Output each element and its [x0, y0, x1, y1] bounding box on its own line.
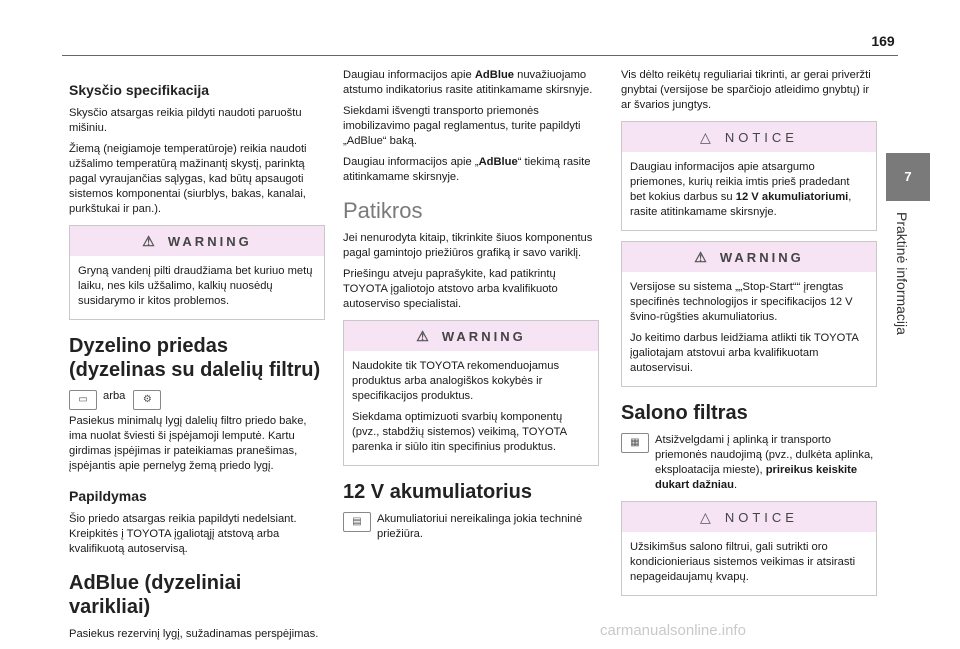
notice-icon: △ — [700, 508, 715, 525]
header-divider — [62, 55, 898, 56]
particle-filter-icon: ▭ — [69, 390, 97, 410]
section-heading: Salono filtras — [621, 402, 748, 424]
warning-header: ⚠ WARNING — [344, 321, 598, 351]
warning-box — [69, 225, 325, 320]
column-1 — [69, 68, 325, 648]
paragraph: Vis dėlto reikėtų reguliariai tikrinti, ar gerai priveržti gnybtai (versijose be sparčiojo atleidimo gnybtų) ir ar švarios jungtys. — [621, 69, 871, 111]
column-3 — [621, 68, 877, 606]
cabin-filter-icon: ▦ — [621, 433, 649, 453]
battery-icon: ▤ — [343, 512, 371, 532]
paragraph: Žiemą (neigiamoje temperatūroje) reikia naudoti užšalimo temperatūrą mažinantį skystį, parinktą pagal vyraujančias sąlygas, kad būtų apsaugoti sistemos komponentai (siurblys, bakas, kanalai, purkštukai ir pan.). — [69, 143, 307, 215]
paragraph: Siekdami išvengti transporto priemonės imobilizavimo pagal reglamentus, turite papildyti „AdBlue“ baką. — [343, 105, 581, 147]
section-heading: Skysčio specifikacija — [69, 82, 210, 98]
warning-header: ⚠ WARNING — [70, 226, 324, 256]
section-heading: AdBlue (dyzeliniai varikliai) — [69, 572, 242, 618]
warning-header: ⚠ WARNING — [622, 242, 876, 272]
section-heading: Dyzelino priedas (dyzelinas su dalelių filtru) — [69, 335, 321, 381]
tip-row — [621, 433, 877, 493]
notice-icon: △ — [700, 128, 715, 145]
chapter-tab[interactable]: 7 — [886, 153, 930, 201]
notice-text: Daugiau informacijos apie atsargumo priemones, kurių reikia imtis prieš pradedant bet kokius darbus su 12 V akumuliatoriumi, rasite atitinkamame skirsnyje. — [630, 161, 852, 218]
paragraph: Šio priedo atsargas reikia papildyti nedelsiant. Kreipkitės į TOYOTA įgaliotąjį atstovą arba kvalifikuotą autoservisą. — [69, 513, 297, 555]
paragraph: Priešingu atveju paprašykite, kad patikrintų TOYOTA įgaliotojo atstovo arba kvalifikuoto autoserviso specialistai. — [343, 268, 558, 310]
tip-row — [343, 512, 599, 542]
notice-text: Užsikimšus salono filtrui, gali sutrikti oro kondicionieriaus sistemos veikimas ir atsirasti nepageidaujamų kvapų. — [630, 541, 856, 583]
warning-text: Jo keitimo darbus leidžiama atlikti tik TOYOTA įgaliotajam atstovui arba kvalifikuotam autoservisui. — [630, 332, 859, 374]
paragraph: Akumuliatoriui nereikalinga jokia techninė priežiūra. — [377, 513, 583, 540]
column-2 — [343, 68, 599, 546]
warning-icon: ⚠ — [694, 248, 710, 265]
indicator-row: ▭ arba ⚙ — [69, 390, 325, 410]
paragraph: Daugiau informacijos apie „AdBlue“ tiekimą rasite atitinkamame skirsnyje. — [343, 156, 591, 183]
notice-header: △ NOTICE — [622, 122, 876, 152]
warning-text: Naudokite tik TOYOTA rekomenduojamus produktus arba analogiškos kokybės ir specifikacijos produktus. — [352, 360, 560, 402]
page-number: 169 — [871, 33, 895, 49]
notice-box — [621, 121, 877, 231]
paragraph: Atsižvelgdami į aplinką ir transporto priemonės naudojimą (pvz., dulkėta aplinka, eksploatacija mieste), prireikus keiskite dukart dažniau. — [655, 434, 874, 491]
watermark: carmanualsonline.info — [600, 622, 746, 639]
section-heading: Papildymas — [69, 488, 147, 504]
service-wrench-icon: ⚙ — [133, 390, 161, 410]
warning-text: Gryną vandenį pilti draudžiama bet kuriuo metų laiku, nes kils užšalimo, kalkių nuosėdų susidarymo ir kitos problemos. — [78, 265, 313, 307]
section-heading: 12 V akumuliatorius — [343, 481, 532, 503]
section-heading: Patikros — [343, 198, 423, 223]
paragraph: Daugiau informacijos apie AdBlue nuvažiuojamo atstumo indikatorius rasite atitinkamame skirsnyje. — [343, 69, 593, 96]
warning-text: Versijose su sistema „„Stop-Start““ įrengtas specifinės technologijos ir specifikacijos 12 V švino-rūgšties akumuliatorius. — [630, 281, 853, 323]
warning-text: Siekdama optimizuoti svarbių komponentų (pvz., stabdžių sistemos) veikimą, TOYOTA parenka ir siūlo itin specifinius produktus. — [352, 411, 567, 453]
warning-icon: ⚠ — [142, 232, 158, 249]
warning-icon: ⚠ — [416, 327, 432, 344]
paragraph: Jei nenurodyta kitaip, tikrinkite šiuos komponentus pagal gamintojo priežiūros grafiką ir savo variklį. — [343, 232, 593, 259]
paragraph: Pasiekus minimalų lygį dalelių filtro priedo bake, ima nuolat šviesti ši įspėjamoji lemputė. Kartu girdimas įspėjimas ir pateikiamas pranešimas, įspėjantis apie pernelyg žemą priedo lygį. — [69, 415, 307, 472]
chapter-title: Praktinė informacija — [894, 212, 910, 335]
paragraph: Pasiekus rezervinį lygį, sužadinamas perspėjimas. — [69, 628, 319, 640]
notice-header: △ NOTICE — [622, 502, 876, 532]
warning-box — [621, 241, 877, 387]
notice-box — [621, 501, 877, 596]
warning-box — [343, 320, 599, 466]
paragraph: Skysčio atsargas reikia pildyti naudoti paruoštu mišiniu. — [69, 107, 302, 134]
